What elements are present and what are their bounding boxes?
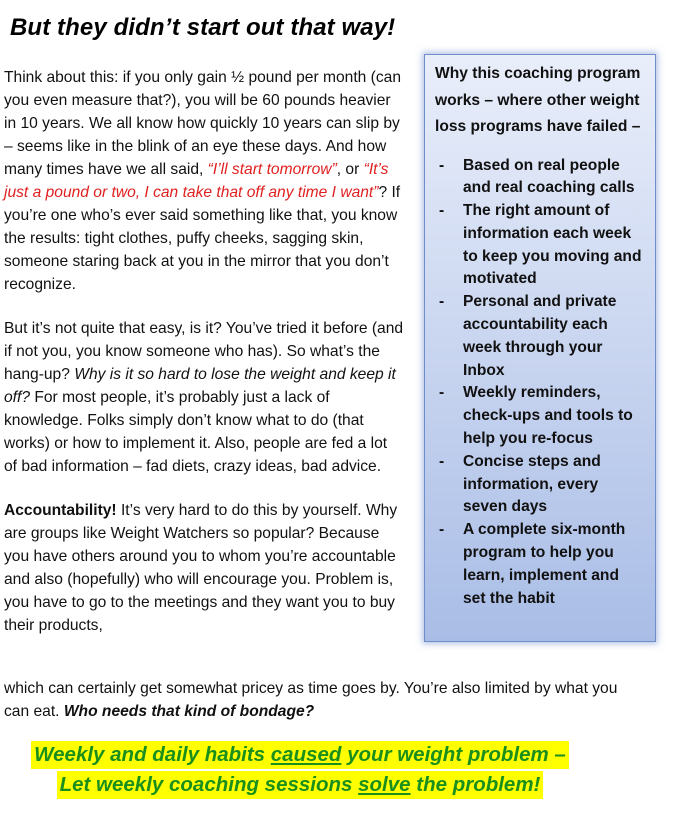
paragraph-intro-text-3: ? If you’re one who’s ever said something like that, you know the results: tight clothes, puffy cheeks, sagging skin, someone staring back at you in the mirror that you don’t recognize. xyxy=(4,184,401,293)
benefit-item xyxy=(435,155,645,201)
benefit-item xyxy=(435,291,645,382)
banner-row-2 xyxy=(0,771,600,801)
paragraph-accountability-text-1: It’s very hard to do this by yourself. Why are groups like Weight Watchers so popular? Because you have others around you to whom you’re accountable and also (hopefully) who will encourage you. Problem is, you have to go to the meetings and they want you to buy their products, xyxy=(4,502,398,634)
benefit-text: The right amount of information each week to keep you moving and motivated xyxy=(463,202,642,288)
quote-start-tomorrow: “I’ll start tomorrow” xyxy=(207,161,337,178)
main-text-column xyxy=(4,66,404,658)
banner-line-1-a: Weekly and daily habits xyxy=(34,743,271,766)
paragraph-hangup xyxy=(4,317,404,478)
headline: But they didn’t start out that way! xyxy=(10,14,396,41)
dash-bullet-icon: - xyxy=(439,384,445,402)
dash-bullet-icon: - xyxy=(439,452,445,470)
paragraph-intro xyxy=(4,66,404,296)
benefit-item xyxy=(435,519,645,610)
benefit-text: A complete six-month program to help you learn, implement and set the habit xyxy=(463,521,626,607)
benefit-text: Weekly reminders, check-ups and tools to help you re-focus xyxy=(463,384,633,448)
paragraph-intro-text-1: Think about this: if you only gain ½ pound per month (can you even measure that?), you will be 60 pounds heavier in 10 years. We all know how quickly 10 years can slip by – seems like in the blink of an eye these days. And how many times have we all said, xyxy=(4,69,402,178)
paragraph-hangup-text-2: For most people, it’s probably just a lack of knowledge. Folks simply don’t know what to do (that works) or how to implement it. Also, people are fed a lot of bad information – fad diets, crazy ideas, bad advice. xyxy=(4,389,388,475)
dash-bullet-icon: - xyxy=(439,293,445,311)
paragraph-hangup-question: Why is it so hard to lose the weight and keep it off? xyxy=(4,366,396,406)
banner-line-1-b: your weight problem – xyxy=(341,743,566,766)
dash-bullet-icon: - xyxy=(439,202,445,220)
benefit-text: Based on real people and real coaching calls xyxy=(463,156,635,197)
closing-banner xyxy=(0,741,600,801)
banner-line-1 xyxy=(31,741,569,769)
paragraph-accountability xyxy=(4,499,404,637)
benefit-item xyxy=(435,200,645,291)
paragraph-intro-text-2: , or xyxy=(336,161,364,178)
benefit-text: Personal and private accountability each week through your Inbox xyxy=(463,293,617,379)
paragraph-accountability-continued xyxy=(4,677,644,723)
paragraph-accountability-text-2: which can certainly get somewhat pricey as time goes by. You’re also limited by what you can eat. xyxy=(4,680,618,720)
banner-line-2 xyxy=(57,771,544,799)
banner-word-caused: caused xyxy=(270,743,342,766)
benefit-text: Concise steps and information, every seven days xyxy=(463,452,601,516)
benefit-item xyxy=(435,451,645,519)
dash-bullet-icon: - xyxy=(439,521,445,539)
benefits-list xyxy=(435,155,645,611)
benefit-item xyxy=(435,382,645,450)
paragraph-hangup-text-1: But it’s not quite that easy, is it? You’ve tried it before (and if not you, you know someone who has). So what’s the hang-up? xyxy=(4,320,404,383)
quote-just-a-pound: “It’s just a pound or two, I can take that off any time I want” xyxy=(4,161,389,201)
banner-line-2-b: the problem! xyxy=(410,773,541,796)
banner-word-solve: solve xyxy=(358,773,411,796)
banner-row-1 xyxy=(0,741,600,771)
accountability-lead: Accountability! xyxy=(4,502,117,519)
dash-bullet-icon: - xyxy=(439,156,445,174)
sidebar-title: Why this coaching program works – where other weight loss programs have failed – xyxy=(435,65,641,135)
bondage-question: Who needs that kind of bondage? xyxy=(63,703,315,720)
banner-line-2-a: Let weekly coaching sessions xyxy=(59,773,359,796)
sidebar-callout-box xyxy=(424,54,656,642)
